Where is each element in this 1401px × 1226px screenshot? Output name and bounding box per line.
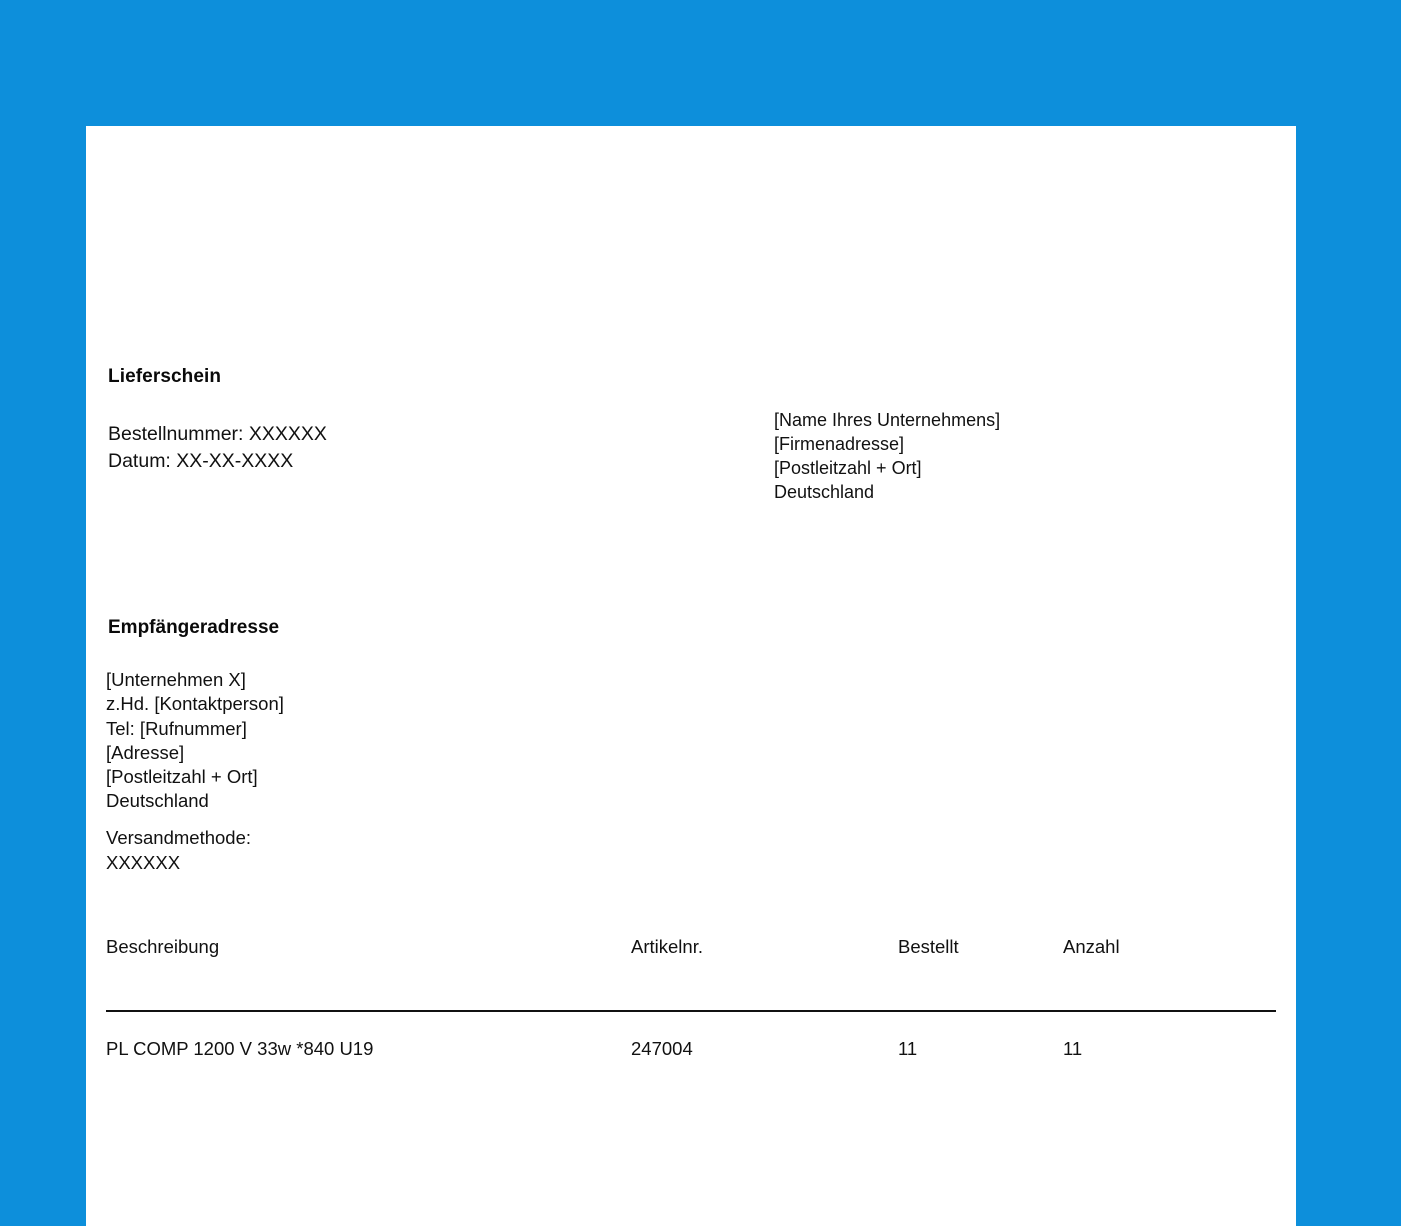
recipient-attention: z.Hd. [Kontaktperson] — [106, 693, 284, 715]
sender-company-postal-city: [Postleitzahl + Ort] — [774, 458, 922, 478]
recipient-address-block — [106, 668, 284, 814]
items-table-body — [106, 1011, 1276, 1060]
shipping-method-label: Versandmethode: — [106, 827, 252, 848]
items-table-head — [106, 936, 1276, 1011]
recipient-company: [Unternehmen X] — [106, 669, 246, 690]
order-date: Datum: XX-XX-XXXX — [108, 450, 294, 472]
recipient-postal-city: [Postleitzahl + Ort] — [106, 766, 258, 788]
cell-ordered: 11 — [898, 1038, 918, 1059]
recipient-heading: Empfängeradresse — [108, 617, 280, 638]
table-row — [106, 1011, 1276, 1060]
sender-company-country: Deutschland — [774, 482, 875, 502]
sender-company-name: [Name Ihres Unternehmens] — [774, 410, 1001, 430]
column-header-quantity: Anzahl — [1063, 936, 1120, 957]
document-page — [86, 126, 1296, 1226]
cell-quantity: 11 — [1063, 1038, 1083, 1059]
order-number: Bestellnummer: XXXXXX — [108, 423, 327, 445]
shipping-method-value: XXXXXX — [106, 851, 181, 873]
items-table — [106, 936, 1276, 1060]
items-table-header-row — [106, 936, 1276, 1011]
document-content — [86, 126, 1296, 1226]
sender-company-block — [774, 408, 1000, 504]
order-meta-block — [108, 421, 327, 475]
page-title: Lieferschein — [108, 366, 222, 387]
recipient-country: Deutschland — [106, 790, 209, 812]
column-header-article-no: Artikelnr. — [631, 936, 703, 957]
cell-description: PL COMP 1200 V 33w *840 U19 — [106, 1038, 374, 1059]
sender-company-address: [Firmenadresse] — [774, 434, 905, 454]
recipient-phone: Tel: [Rufnummer] — [106, 717, 247, 739]
column-header-description: Beschreibung — [106, 936, 220, 957]
recipient-address: [Adresse] — [106, 741, 185, 763]
cell-article-no: 247004 — [631, 1038, 693, 1059]
column-header-ordered: Bestellt — [898, 936, 959, 957]
shipping-method-block — [106, 826, 251, 875]
